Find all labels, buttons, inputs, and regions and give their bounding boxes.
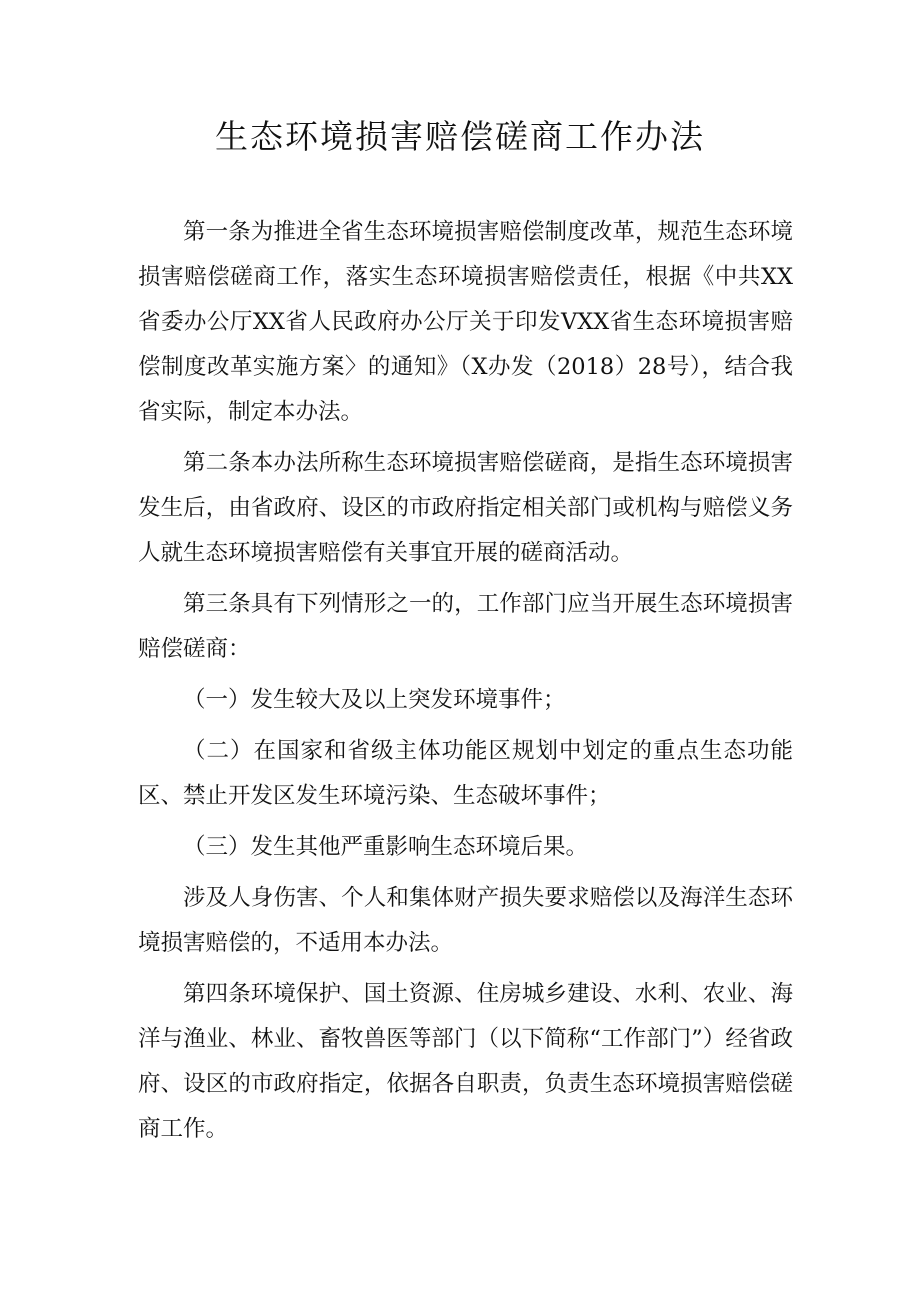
exclusion-paragraph: 涉及人身伤害、个人和集体财产损失要求赔偿以及海洋生态环境损害赔偿的，不适用本办法。 [138, 885, 793, 956]
article-3-paragraph: 第三条具有下列情形之一的，工作部门应当开展生态环境损害赔偿磋商： [138, 591, 793, 662]
article-2-paragraph: 第二条本办法所称生态环境损害赔偿磋商，是指生态环境损害发生后，由省政府、设区的市政府指定相关部门或机构与赔偿义务人就生态环境损害赔偿有关事宜开展的磋商活动。 [138, 450, 793, 566]
article-1-paragraph: 第一条为推进全省生态环境损害赔偿制度改革，规范生态环境损害赔偿磋商工作，落实生态环境损害赔偿责任，根据《中共XX省委办公厅XX省人民政府办公厅关于印发VXX省生态环境损害赔偿制度改革实施方案〉的通知》（X办发（2018）28号），结合我省实际，制定本办法。 [138, 219, 793, 425]
article-3-item-3: （三）发生其他严重影响生态环境后果。 [183, 834, 589, 860]
article-3-item-1: （一）发生较大及以上突发环境事件； [183, 687, 566, 713]
article-3-item-2: （二）在国家和省级主体功能区规划中划定的重点生态功能区、禁止开发区发生环境污染、生态破坏事件； [138, 738, 793, 809]
document-title: 生态环境损害赔偿磋商工作办法 [215, 117, 705, 156]
article-4-paragraph: 第四条环境保护、国土资源、住房城乡建设、水利、农业、海洋与渔业、林业、畜牧兽医等部门（以下简称“工作部门”）经省政府、设区的市政府指定，依据各自职责，负责生态环境损害赔偿磋商工作。 [138, 981, 793, 1142]
document-body [138, 210, 793, 1158]
